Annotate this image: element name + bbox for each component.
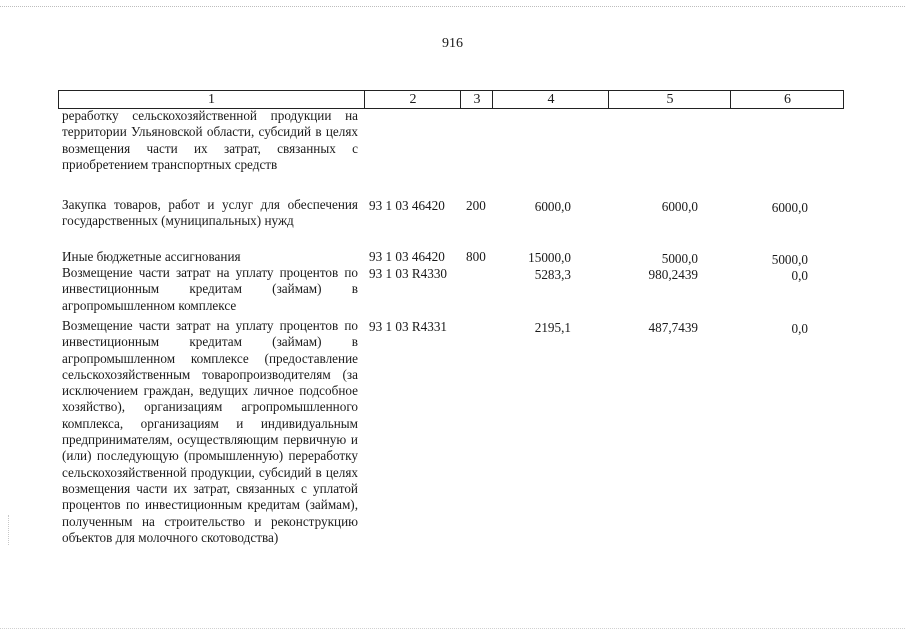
row-1-col6: 6000,0 (771, 200, 808, 215)
row-2-description: Иные бюджетные ассигнования (62, 249, 241, 264)
row-3-code: 93 1 03 R4330 (369, 266, 448, 281)
header-col-4: 4 (492, 91, 609, 108)
row-1-col5: 6000,0 (661, 199, 698, 214)
row-3-col6: 0,0 (791, 268, 808, 283)
row-4-col5: 487,7439 (648, 320, 698, 335)
scan-border-bottom (0, 628, 905, 629)
table-header-row (58, 90, 844, 109)
row-2-col6: 5000,0 (771, 252, 808, 267)
row-2-col5: 5000,0 (661, 251, 698, 266)
page-number: 916 (442, 36, 463, 51)
header-col-6: 6 (730, 91, 844, 108)
row-1-col4: 6000,0 (534, 199, 571, 214)
row-3-col5: 980,2439 (648, 267, 698, 282)
row-2-col4: 15000,0 (528, 250, 571, 265)
row-4-col4: 2195,1 (534, 320, 571, 335)
header-col-5: 5 (608, 91, 731, 108)
row-1-type: 200 (466, 198, 486, 213)
header-col-3: 3 (460, 91, 493, 108)
row-1-description: Закупка товаров, работ и услуг для обеспечения государственных (муниципальных) нужд (62, 197, 358, 229)
scan-border-top (0, 6, 905, 7)
scan-artifact-left (8, 515, 9, 545)
row-2-type: 800 (466, 249, 486, 264)
row-4-col6: 0,0 (791, 321, 808, 336)
row-2-code: 93 1 03 46420 (369, 249, 445, 264)
header-col-2: 2 (364, 91, 461, 108)
row-3-description: Возмещение части затрат на уплату процентов по инвестиционным кредитам (займам) в агропромышленном комплексе (62, 265, 358, 313)
row-1-code: 93 1 03 46420 (369, 198, 445, 213)
header-col-1: 1 (208, 92, 215, 107)
row-4-code: 93 1 03 R4331 (369, 319, 448, 334)
row-3-col4: 5283,3 (534, 267, 571, 282)
row-0-description: реработку сельскохозяйственной продукции на территории Ульяновской области, субсидий в целях возмещения части их затрат, связанных с приобретением транспортных средств (62, 108, 358, 172)
row-4-description: Возмещение части затрат на уплату процентов по инвестиционным кредитам (займам) в агропромышленном комплексе (предоставление сельскохозяйственным товаропроизводителям (за исключением граждан, ведущих личное подсобное хозяйство), организациям агропромышленного комплекса, организациям и индивидуальным предпринимателям, осуществляющим первичную и (или) последующую (промышленную) переработку сельскохозяйственной продукции, субсидий в целях возмещения части их затрат, связанных с уплатой процентов по инвестиционным кредитам (займам), полученным на строительство и реконструкцию объектов для молочного скотоводства) (62, 318, 358, 545)
